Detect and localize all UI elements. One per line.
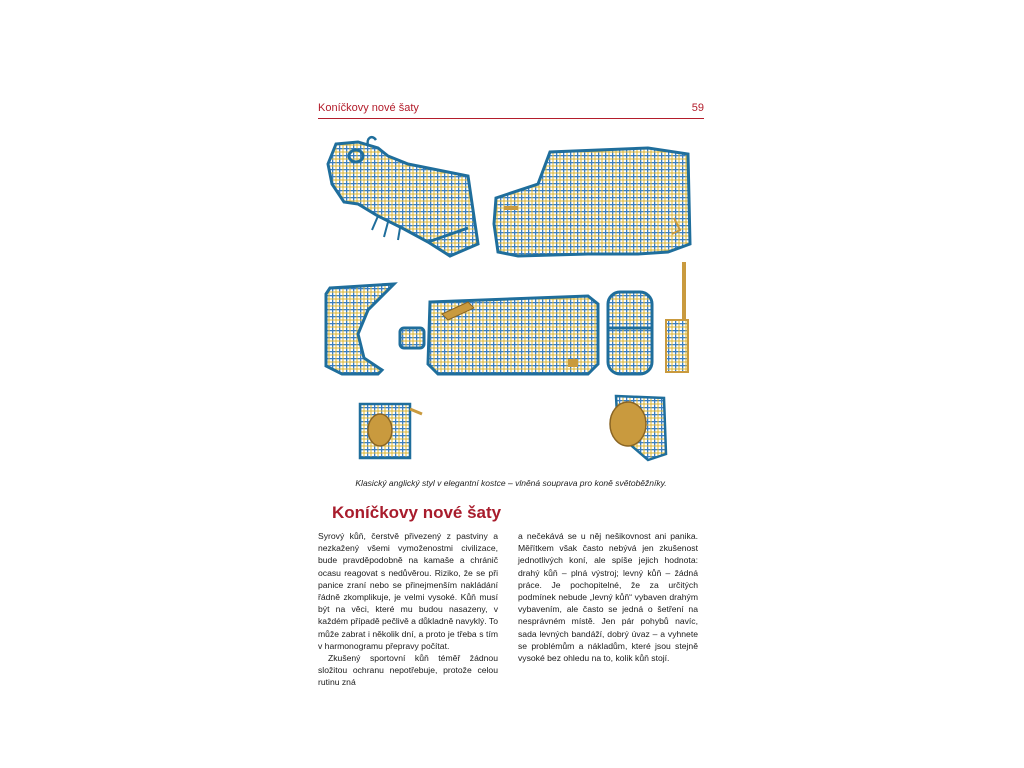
running-header bbox=[318, 102, 704, 119]
page-number: 59 bbox=[691, 102, 704, 114]
paragraph: Syrový kůň, čerstvě přivezený z pastviny a nezkažený všemi vymoženostmi civilizace, bude pravděpodobně na kamaše a chránič ocasu reagovat s nedůvěrou. Riziko, že se při panice zraní nebo se přinejmenším nakládání řádně zkomplikuje, je velmi vysoké. Kůň musí být na věci, které mu budou nasazeny, v každém případě pečlivě a důkladně navyklý. To může zabrat i několik dní, a proto je třeba s tím v harmonogramu přepravy počítat. bbox=[318, 531, 498, 651]
text-column-right bbox=[518, 530, 698, 664]
paragraph: Zkušený sportovní kůň téměř žádnou složitou ochranu nepotřebuje, protože celou rutinu zná bbox=[318, 653, 498, 688]
horse-blanket-icon bbox=[494, 148, 690, 256]
book-page bbox=[318, 96, 704, 688]
header-title: Koníčkovy nové šaty bbox=[318, 102, 419, 114]
paragraph: a nečekává se u něj nešikovnost ani panika. Měřítkem však často nebývá jen zkušenost jednotlivých koní, ale spíše jejich hodnota: drahý kůň – plná výstroj; levný kůň – žádná práce. Je pochopitelné, že za určitých podmínek nebude „levný kůň“ vybaven drahým vybavením, ale často se jedná o šetření na nesprávném místě. Jen pár pohybů navíc, sada levných bandáží, dobrý úvaz – a vyhnete se problémům a nákladům, které jsou stejně vysoké bez ohledu na to, kolik kůň stojí. bbox=[518, 531, 698, 664]
lead-rope-icon bbox=[666, 262, 688, 372]
horse-blanket-hood-icon bbox=[328, 137, 478, 256]
ear-bonnet-icon bbox=[610, 396, 666, 460]
leg-wrap-icon bbox=[608, 292, 652, 374]
figure-caption: Klasický anglický styl v elegantní kostce – vlněná souprava pro koně světoběžníky. bbox=[355, 478, 667, 488]
blanket-illustration bbox=[318, 134, 704, 474]
bandage-roll-icon bbox=[400, 328, 424, 348]
neck-cover-icon bbox=[326, 284, 394, 374]
section-title: Koníčkovy nové šaty bbox=[332, 503, 502, 522]
text-column-left bbox=[318, 530, 498, 689]
saddle-pad-icon bbox=[428, 296, 598, 374]
tail-guard-icon bbox=[360, 404, 422, 458]
